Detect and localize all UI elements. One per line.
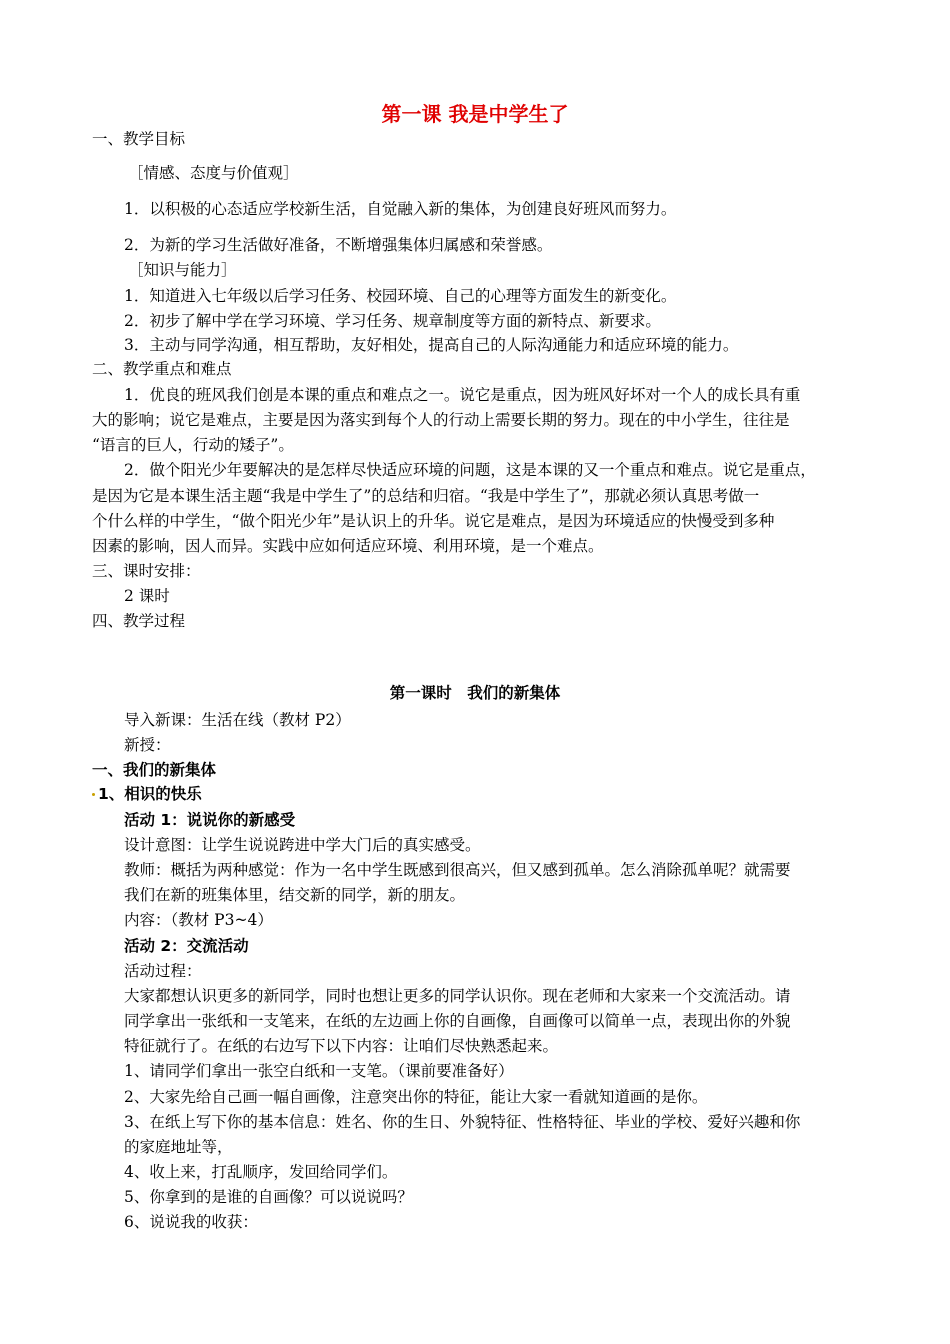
sub-heading: 1、相识的快乐 — [98, 785, 202, 803]
section-heading-objectives: 一、教学目标 — [92, 130, 186, 148]
knowledge-item: 1．知道进入七年级以后学习任务、校园环境、自己的心理等方面发生的新变化。 — [124, 287, 677, 305]
knowledge-heading: ［知识与能力］ — [128, 261, 237, 279]
emotion-heading: ［情感、态度与价值观］ — [128, 164, 299, 182]
activity1-heading: 活动 1：说说你的新感受 — [124, 811, 296, 829]
schedule-value: 2 课时 — [124, 587, 170, 605]
activity2-line: 4、收上来，打乱顺序，发回给同学们。 — [124, 1163, 398, 1181]
activity2-heading: 活动 2：交流活动 — [124, 937, 249, 955]
bullet-dot-mark — [92, 793, 95, 796]
key-point-line: 是因为它是本课生活主题“我是中学生了”的总结和归宿。“我是中学生了”，那就必须认真思考做一 — [92, 487, 760, 505]
section-heading-schedule: 三、课时安排： — [92, 562, 201, 580]
activity2-line: 同学拿出一张纸和一支笔来，在纸的左边画上你的自画像，自画像可以简单一点，表现出你的外貌 — [124, 1012, 791, 1030]
activity1-line: 教师：概括为两种感觉：作为一名中学生既感到很高兴，但又感到孤单。怎么消除孤单呢？就需要 — [124, 861, 791, 879]
lesson-title: 第一课 我是中学生了 — [381, 102, 569, 126]
part-heading: 一、我们的新集体 — [92, 761, 217, 779]
key-point-line: 个什么样的中学生，“做个阳光少年”是认识上的升华。说它是难点，是因为环境适应的快慢受到多种 — [92, 512, 775, 530]
emotion-item: 2．为新的学习生活做好准备，不断增强集体归属感和荣誉感。 — [124, 236, 553, 254]
lesson1-title: 第一课时 我们的新集体 — [389, 684, 561, 702]
activity2-line: 1、请同学们拿出一张空白纸和一支笔。（课前要准备好） — [124, 1062, 514, 1080]
key-point-line: 1．优良的班风我们创是本课的重点和难点之一。说它是重点，因为班风好坏对一个人的成长具有重 — [124, 386, 801, 404]
section-heading-process: 四、教学过程 — [92, 612, 186, 630]
key-point-line: “语言的巨人，行动的矮子”。 — [92, 436, 294, 454]
new-teach-line: 新授： — [124, 736, 171, 754]
key-point-line: 2．做个阳光少年要解决的是怎样尽快适应环境的问题，这是本课的又一个重点和难点。说它是重点， — [124, 461, 816, 479]
activity2-line: 的家庭地址等， — [124, 1138, 233, 1156]
section-heading-key-points: 二、教学重点和难点 — [92, 360, 232, 378]
activity2-line: 大家都想认识更多的新同学，同时也想让更多的同学认识你。现在老师和大家来一个交流活动。请 — [124, 987, 791, 1005]
knowledge-item: 2．初步了解中学在学习环境、学习任务、规章制度等方面的新特点、新要求。 — [124, 312, 661, 330]
activity1-line: 内容：（教材 P3~4） — [124, 911, 273, 929]
knowledge-item: 3．主动与同学沟通，相互帮助，友好相处，提高自己的人际沟通能力和适应环境的能力。 — [124, 336, 739, 354]
activity2-line: 2、大家先给自己画一幅自画像，注意突出你的特征，能让大家一看就知道画的是你。 — [124, 1088, 708, 1106]
activity1-line: 设计意图：让学生说说跨进中学大门后的真实感受。 — [124, 836, 481, 854]
activity2-line: 活动过程： — [124, 962, 202, 980]
activity2-line: 5、你拿到的是谁的自画像？可以说说吗？ — [124, 1188, 413, 1206]
emotion-item: 1．以积极的心态适应学校新生活，自觉融入新的集体，为创建良好班风而努力。 — [124, 200, 677, 218]
activity1-line: 我们在新的班集体里，结交新的同学，新的朋友。 — [124, 886, 466, 904]
activity2-line: 3、在纸上写下你的基本信息：姓名、你的生日、外貌特征、性格特征、毕业的学校、爱好兴趣和你 — [124, 1113, 801, 1131]
intro-line: 导入新课：生活在线（教材 P2） — [124, 711, 351, 729]
key-point-line: 因素的影响，因人而异。实践中应如何适应环境、利用环境，是一个难点。 — [92, 537, 604, 555]
key-point-line: 大的影响；说它是难点，主要是因为落实到每个人的行动上需要长期的努力。现在的中小学生，往往是 — [92, 411, 790, 429]
activity2-line: 6、说说我的收获： — [124, 1213, 258, 1231]
activity2-line: 特征就行了。在纸的右边写下以下内容：让咱们尽快熟悉起来。 — [124, 1037, 559, 1055]
